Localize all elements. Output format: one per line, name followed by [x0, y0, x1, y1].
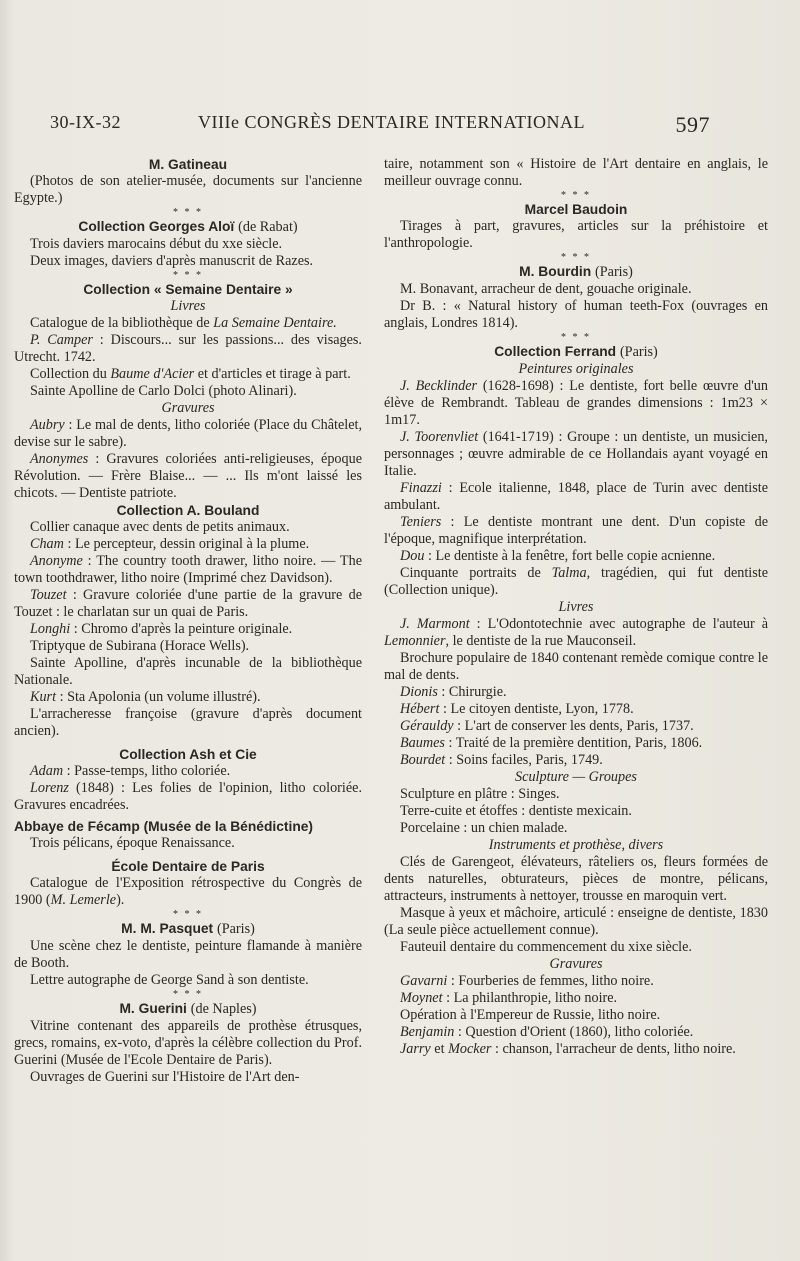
paragraph: Collier canaque avec dents de petits animaux.: [30, 519, 290, 535]
paragraph: Hébert : Le citoyen dentiste, Lyon, 1778.: [400, 701, 634, 717]
paragraph: Moynet : La philanthropie, litho noire.: [400, 990, 618, 1006]
section-heading: Collection Georges Aloï (de Rabat): [78, 219, 298, 235]
section-heading: École Dentaire de Paris: [111, 859, 265, 874]
paragraph: Deux images, daviers d'après manuscrit de Razes.: [30, 253, 314, 269]
paragraph: J. Becklinder (1628-1698) : Le dentiste, fort belle œuvre d'un élève de Rembrandt. Tableau de grandes dimensions : 1m23 × 1m17.: [384, 378, 768, 428]
paragraph: Longhi : Chromo d'après la peinture originale.: [30, 621, 293, 637]
header-date: 30-IX-32: [50, 112, 121, 132]
paragraph: Trois pélicans, époque Renaissance.: [30, 835, 235, 851]
separator-stars: * * *: [561, 332, 591, 343]
paragraph: Anonymes : Gravures coloriées anti-religieuses, époque Révolution. — Frère Blaise... — ... Ils m'ont laissé les chicots. — Dentiste patriote.: [14, 451, 362, 501]
section-heading: Collection Ferrand (Paris): [494, 344, 658, 360]
paragraph: Jarry et Mocker : chanson, l'arracheur de dents, litho noire.: [400, 1041, 736, 1057]
paragraph: Adam : Passe-temps, litho coloriée.: [30, 763, 231, 779]
paragraph: Ouvrages de Guerini sur l'Histoire de l'Art den-: [30, 1069, 300, 1085]
paragraph: Touzet : Gravure coloriée d'une partie de la gravure de Touzet : le charlatan sur un quai de Paris.: [14, 587, 362, 620]
paragraph: P. Camper : Discours... sur les passions... des visages. Utrecht. 1742.: [14, 332, 362, 365]
paragraph: Tirages à part, gravures, articles sur la préhistoire et l'anthropologie.: [384, 218, 768, 251]
subheading: Sculpture — Groupes: [515, 769, 637, 785]
paragraph: J. Toorenvliet (1641-1719) : Groupe : un dentiste, un musicien, personnages ; œuvre admirable de ce Hollandais ayant voyagé en Italie.: [384, 429, 768, 479]
paragraph: Lorenz (1848) : Les folies de l'opinion, litho coloriée. Gravures encadrées.: [14, 780, 362, 813]
paragraph: Aubry : Le mal de dents, litho coloriée (Place du Châtelet, devise sur le sabre).: [14, 417, 362, 450]
paragraph: Gavarni : Fourberies de femmes, litho noire.: [400, 973, 654, 989]
header-title: VIIIe CONGRÈS DENTAIRE INTERNATIONAL: [198, 112, 585, 132]
separator-stars: * * *: [173, 909, 203, 920]
paragraph: Kurt : Sta Apolonia (un volume illustré).: [30, 689, 261, 705]
subheading: Gravures: [549, 956, 603, 972]
paragraph: Dionis : Chirurgie.: [400, 684, 507, 700]
paragraph: Sainte Apolline, d'après incunable de la bibliothèque Nationale.: [14, 655, 362, 688]
subheading: Livres: [170, 298, 206, 314]
paragraph: Trois daviers marocains début du xxe siècle.: [30, 236, 283, 252]
paragraph: J. Marmont : L'Odontotechnie avec autographe de l'auteur à Lemonnier, le dentiste de la rue Mauconseil.: [384, 616, 768, 649]
subheading: Livres: [558, 599, 594, 615]
separator-stars: * * *: [561, 190, 591, 201]
section-heading: Collection Ash et Cie: [119, 747, 257, 762]
section-heading: Collection A. Bouland: [116, 503, 260, 518]
paragraph: taire, notamment son « Histoire de l'Art dentaire en anglais, le meilleur ouvrage connu.: [384, 156, 768, 189]
paragraph: Anonyme : The country tooth drawer, litho noire. — The town toothdrawer, litho noire (Imprimé chez Davidson).: [14, 553, 362, 586]
paragraph: Brochure populaire de 1840 contenant remède comique contre le mal de dents.: [384, 650, 768, 683]
paragraph: Vitrine contenant des appareils de prothèse étrusques, grecs, romains, ex-voto, d'après la célèbre collection du Prof. Guerini (Musée de l'Ecole Dentaire de Paris).: [14, 1018, 362, 1068]
section-heading: Collection « Semaine Dentaire »: [83, 282, 293, 297]
paragraph: Une scène chez le dentiste, peinture flamande à manière de Booth.: [14, 938, 362, 971]
subheading: Gravures: [161, 400, 215, 416]
paragraph: Finazzi : Ecole italienne, 1848, place de Turin avec dentiste ambulant.: [384, 480, 768, 513]
paragraph: Benjamin : Question d'Orient (1860), litho coloriée.: [400, 1024, 694, 1040]
left-column: [14, 156, 362, 1086]
paragraph: (Photos de son atelier-musée, documents sur l'ancienne Egypte.): [14, 173, 362, 206]
section-heading: Marcel Baudoin: [524, 202, 628, 217]
page-header: [50, 112, 710, 142]
paragraph: Triptyque de Subirana (Horace Wells).: [30, 638, 250, 654]
separator-stars: * * *: [173, 989, 203, 1000]
paragraph: L'arracheresse françoise (gravure d'après document ancien).: [14, 706, 362, 739]
separator-stars: * * *: [173, 207, 203, 218]
subheading: Peintures originales: [518, 361, 634, 377]
paragraph: Dou : Le dentiste à la fenêtre, fort belle copie acnienne.: [400, 548, 716, 564]
paragraph: Cham : Le percepteur, dessin original à la plume.: [30, 536, 310, 552]
paragraph: Sainte Apolline de Carlo Dolci (photo Alinari).: [30, 383, 297, 399]
paragraph: Sculpture en plâtre : Singes.: [400, 786, 560, 802]
paragraph: Clés de Garengeot, élévateurs, râteliers os, fleurs formées de dents naturelles, obturateurs, pièces de montre, pélicans, attracteurs, instruments à nettoyer, trousse en maroquin vert.: [384, 854, 768, 904]
paragraph: Masque à yeux et mâchoire, articulé : enseigne de dentiste, 1830 (La seule pièce actuellement connue).: [384, 905, 768, 938]
paragraph: Bourdet : Soins faciles, Paris, 1749.: [400, 752, 603, 768]
paragraph: Porcelaine : un chien malade.: [400, 820, 568, 836]
paragraph: Terre-cuite et étoffes : dentiste mexicain.: [400, 803, 632, 819]
separator-stars: * * *: [173, 270, 203, 281]
paragraph: Catalogue de l'Exposition rétrospective du Congrès de 1900 (M. Lemerle).: [14, 875, 362, 908]
paragraph: Gérauldy : L'art de conserver les dents, Paris, 1737.: [400, 718, 694, 734]
paragraph: Opération à l'Empereur de Russie, litho noire.: [400, 1007, 661, 1023]
paragraph: Cinquante portraits de Talma, tragédien, qui fut dentiste (Collection unique).: [384, 565, 768, 598]
paragraph: Fauteuil dentaire du commencement du xixe siècle.: [400, 939, 692, 955]
paragraph: Baumes : Traité de la première dentition, Paris, 1806.: [400, 735, 703, 751]
section-heading: M. Guerini (de Naples): [119, 1001, 257, 1017]
subheading: Instruments et prothèse, divers: [488, 837, 664, 853]
page-number: 597: [675, 112, 710, 137]
paragraph: Dr B. : « Natural history of human teeth-Fox (ouvrages en anglais, Londres 1814).: [384, 298, 768, 331]
right-column: [384, 156, 768, 1058]
paragraph: M. Bonavant, arracheur de dent, gouache originale.: [400, 281, 692, 297]
paragraph: Lettre autographe de George Sand à son dentiste.: [30, 972, 309, 988]
section-heading: M. Bourdin (Paris): [519, 264, 633, 280]
separator-stars: * * *: [561, 252, 591, 263]
section-heading: M. M. Pasquet (Paris): [121, 921, 255, 937]
paragraph: Teniers : Le dentiste montrant une dent. D'un copiste de l'époque, magnifique interprétation.: [384, 514, 768, 547]
paragraph: Catalogue de la bibliothèque de La Semaine Dentaire.: [30, 315, 337, 331]
paragraph: Collection du Baume d'Acier et d'articles et tirage à part.: [30, 366, 351, 382]
section-heading: M. Gatineau: [148, 157, 228, 172]
section-heading: Abbaye de Fécamp (Musée de la Bénédictine): [14, 819, 314, 834]
